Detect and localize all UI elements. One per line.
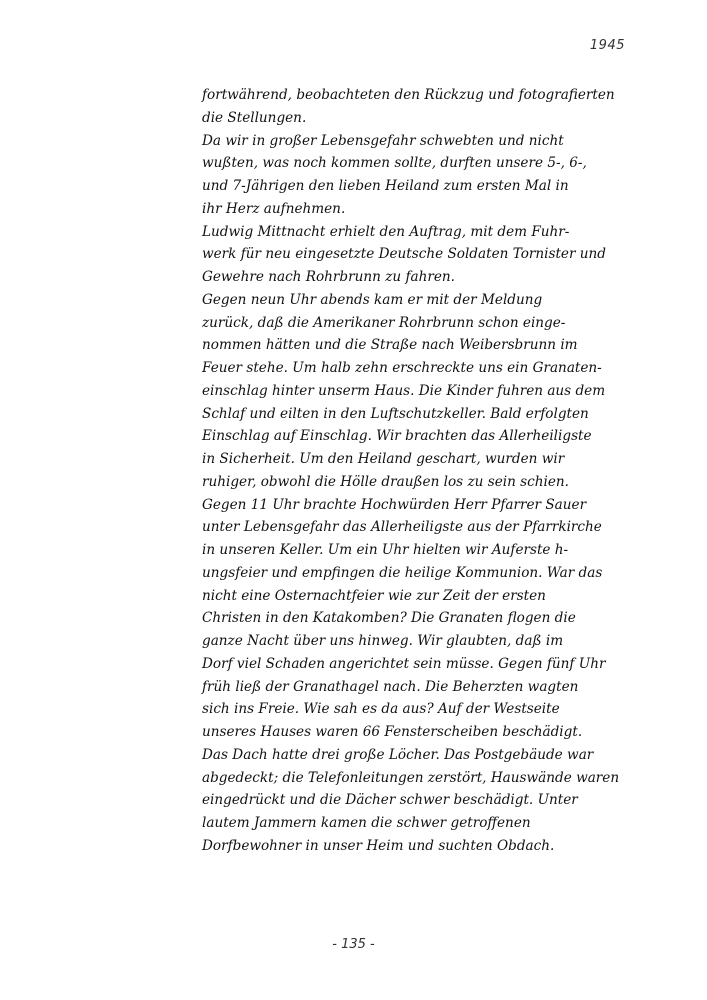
text-line: zurück, daß die Amerikaner Rohrbrunn schon einge- [202, 314, 566, 331]
text-line: ungsfeier und empfingen die heilige Kommunion. War das [202, 564, 603, 581]
text-line: Christen in den Katakomben? Die Granaten flogen die [202, 610, 576, 627]
text-line: Da wir in großer Lebensgefahr schwebten und nicht [202, 132, 564, 149]
text-line: einschlag hinter unserm Haus. Die Kinder fuhren aus dem [202, 382, 606, 399]
text-line: Schlaf und eilten in den Luftschutzkeller. Bald erfolgten [202, 405, 589, 422]
text-line: Dorfbewohner in unser Heim und suchten Obdach. [202, 837, 555, 854]
text-line: unseres Hauses waren 66 Fensterscheiben beschädigt. [202, 724, 583, 740]
text-line: Gewehre nach Rohrbrunn zu fahren. [202, 269, 455, 285]
text-line: wußten, was noch kommen sollte, durften unsere 5-, 6-, [202, 155, 587, 172]
text-line: in unseren Keller. Um ein Uhr hielten wir Auferste h- [202, 542, 569, 558]
text-line: Dorf viel Schaden angerichtet sein müsse. Gegen fünf Uhr [202, 655, 606, 672]
text-line: nommen hätten und die Straße nach Weibersbrunn im [202, 337, 578, 354]
text-line: abgedeckt; die Telefonleitungen zerstört, Hauswände waren [202, 769, 620, 786]
text-line: Das Dach hatte drei große Löcher. Das Postgebäude war [202, 746, 594, 763]
text-line: eingedrückt und die Dächer schwer beschädigt. Unter [202, 792, 578, 809]
text-line: Einschlag auf Einschlag. Wir brachten das Allerheiligste [202, 428, 592, 445]
text-line: ruhiger, obwohl die Hölle draußen los zu sein schien. [202, 473, 569, 490]
text-line: lautem Jammern kamen die schwer getroffenen [202, 815, 531, 831]
text-line: Gegen neun Uhr abends kam er mit der Meldung [202, 291, 543, 308]
text-line: ihr Herz aufnehmen. [202, 200, 346, 217]
text-line: Gegen 11 Uhr brachte Hochwürden Herr Pfarrer Sauer [202, 496, 587, 513]
text-line: unter Lebensgefahr das Allerheiligste aus der Pfarrkirche [202, 519, 602, 536]
text-line: fortwährend, beobachteten den Rückzug und fotografierten [202, 87, 615, 103]
text-line: und 7-Jährigen den lieben Heiland zum ersten Mal in [202, 178, 569, 194]
header-year: 1945 [589, 38, 625, 53]
text-line: die Stellungen. [202, 109, 307, 126]
text-line: nicht eine Osternachtfeier wie zur Zeit der ersten [202, 587, 546, 604]
text-line: Ludwig Mittnacht erhielt den Auftrag, mit dem Fuhr- [202, 223, 570, 240]
text-line: Feuer stehe. Um halb zehn erschreckte uns ein Granaten- [202, 360, 602, 376]
text-line: ganze Nacht über uns hinweg. Wir glaubten, daß im [202, 633, 564, 649]
text-line: sich ins Freie. Wie sah es da aus? Auf der Westseite [202, 701, 560, 718]
text-line: früh ließ der Granathagel nach. Die Beherzten wagten [202, 678, 579, 695]
text-line: werk für neu eingesetzte Deutsche Soldaten Tornister und [202, 246, 607, 263]
page-number: - 135 - [332, 937, 375, 952]
handwritten-body-text [202, 84, 630, 858]
text-line: in Sicherheit. Um den Heiland geschart, wurden wir [202, 451, 565, 467]
